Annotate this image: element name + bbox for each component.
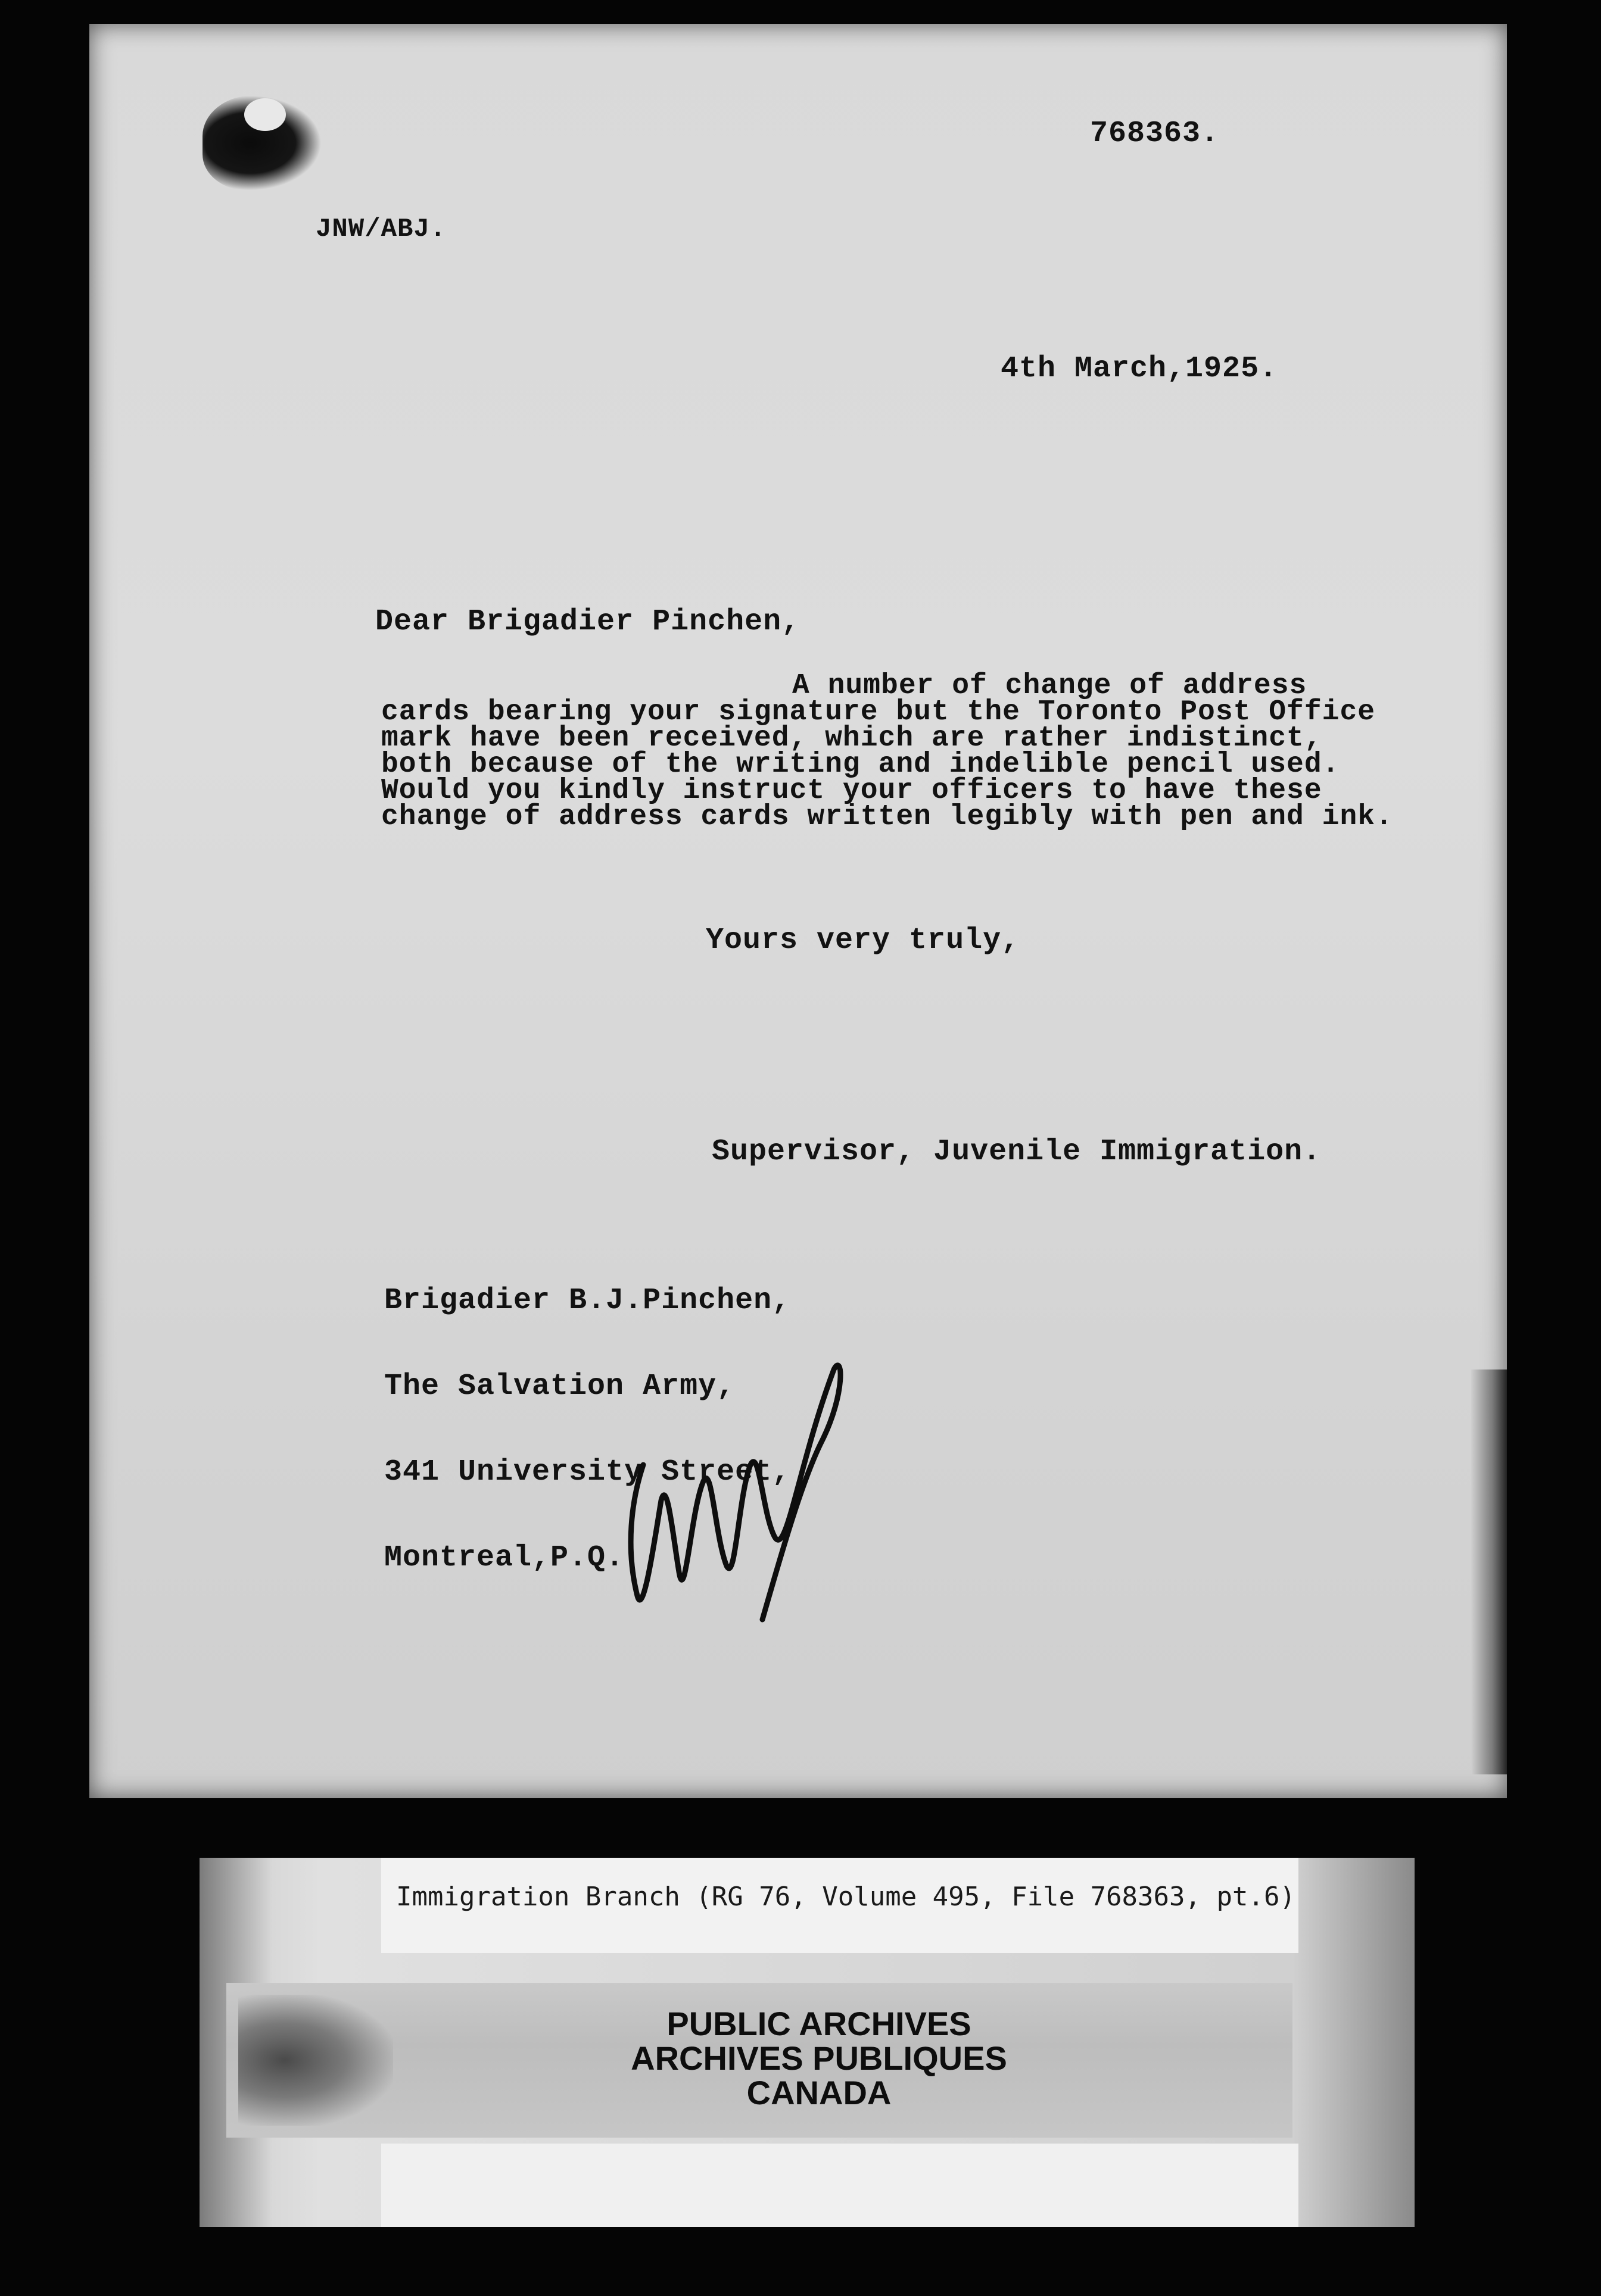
tape-stain bbox=[238, 1995, 393, 2126]
archive-caption: Immigration Branch (RG 76, Volume 495, File 768363, pt.6) bbox=[396, 1882, 1295, 1912]
reference-initials: JNW/ABJ. bbox=[316, 214, 447, 244]
letter-date: 4th March,1925. bbox=[1001, 352, 1278, 386]
address-line: The Salvation Army, bbox=[384, 1370, 736, 1403]
label-blank-card bbox=[381, 2144, 1298, 2227]
sheet-edge bbox=[1471, 1370, 1507, 1774]
address-line: Brigadier B.J.Pinchen, bbox=[384, 1284, 791, 1318]
body-line: both because of the writing and indelible pencil used. bbox=[381, 748, 1340, 781]
body-line: Would you kindly instruct your officers to have these bbox=[381, 775, 1322, 807]
body-line: A number of change of address bbox=[792, 670, 1307, 702]
file-number: 768363. bbox=[1090, 117, 1220, 151]
body-line: mark have been received, which are rather indistinct, bbox=[381, 722, 1322, 754]
closing: Yours very truly, bbox=[706, 924, 1020, 957]
letter-body bbox=[381, 670, 1447, 833]
salutation: Dear Brigadier Pinchen, bbox=[375, 605, 800, 639]
body-line: change of address cards written legibly with pen and ink. bbox=[381, 801, 1393, 833]
archive-stamp bbox=[536, 2007, 1102, 2110]
paper-hole bbox=[244, 98, 286, 131]
stamp-line: PUBLIC ARCHIVES bbox=[666, 2005, 971, 2042]
stamp-line: CANADA bbox=[746, 2074, 892, 2111]
stamp-line: ARCHIVES PUBLIQUES bbox=[631, 2039, 1007, 2077]
body-line: cards bearing your signature but the Toronto Post Office bbox=[381, 696, 1376, 728]
address-line: Montreal,P.Q. bbox=[384, 1541, 625, 1575]
address-line: 341 University Street, bbox=[384, 1455, 791, 1489]
handwritten-initials bbox=[608, 1286, 858, 1643]
signature-title: Supervisor, Juvenile Immigration. bbox=[712, 1135, 1322, 1169]
